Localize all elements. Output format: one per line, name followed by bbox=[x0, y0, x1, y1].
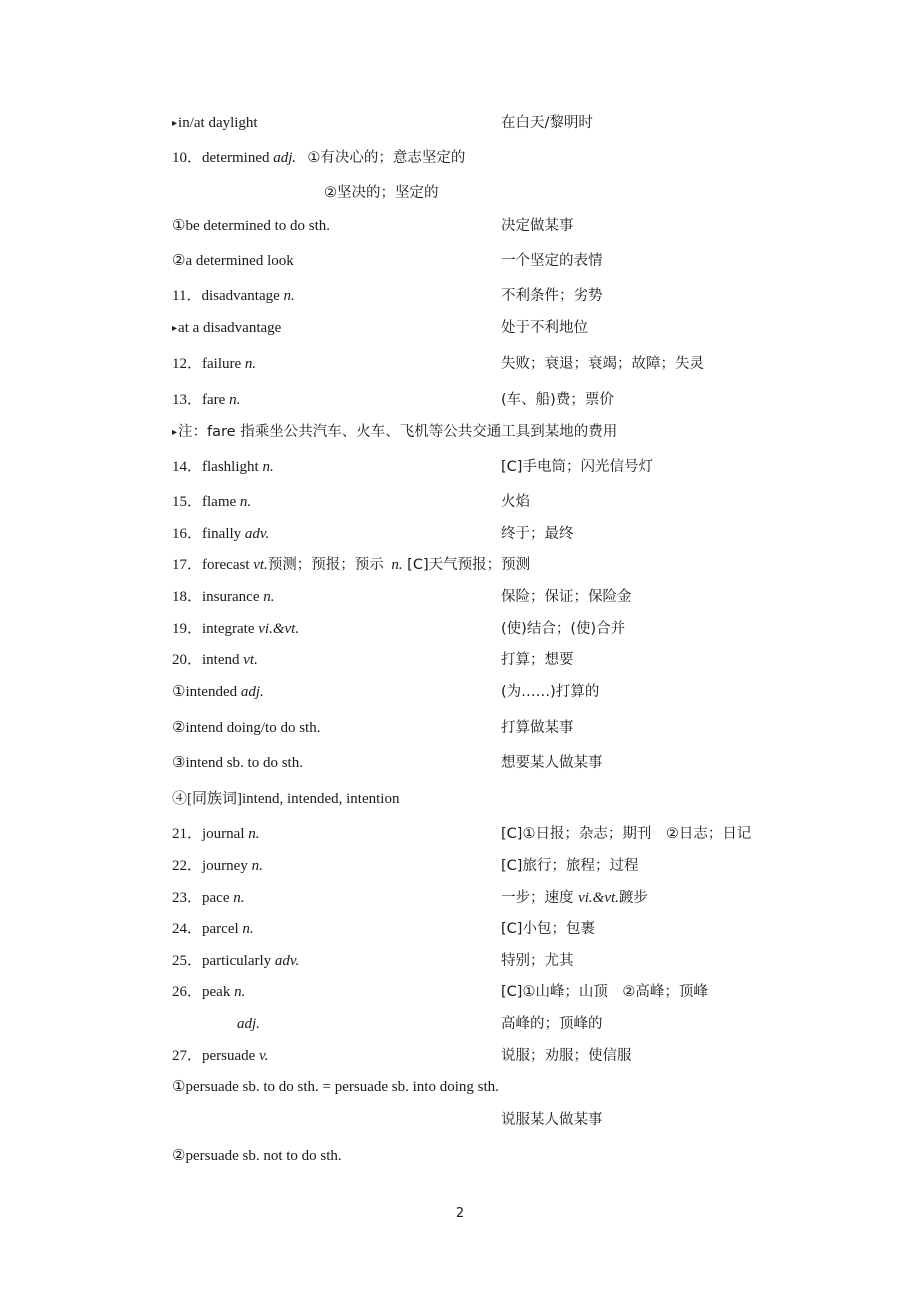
headword: failure bbox=[202, 356, 242, 372]
entry-number: 19． bbox=[172, 621, 203, 637]
entry-headword bbox=[172, 522, 269, 546]
list-item bbox=[172, 146, 812, 170]
triangle-bullet-icon: ▸ bbox=[172, 323, 178, 334]
phrase bbox=[172, 316, 281, 342]
translation: [C]①日报；杂志；期刊 ②日志；日记 bbox=[501, 826, 752, 842]
translation: (使)结合；(使)合并 bbox=[501, 621, 626, 637]
list-item bbox=[172, 822, 812, 846]
list-item bbox=[172, 854, 812, 878]
list-item bbox=[172, 284, 812, 308]
list-item bbox=[172, 886, 812, 910]
translation: [C]①山峰；山顶 ②高峰；顶峰 bbox=[501, 984, 708, 1000]
part-of-speech: n. bbox=[229, 392, 241, 408]
translation: [C]小包；包裹 bbox=[501, 921, 595, 937]
list-item bbox=[172, 648, 812, 672]
list-item bbox=[172, 680, 812, 704]
definition: 预测；预报；预示 bbox=[267, 557, 384, 573]
entry-number: 24． bbox=[172, 921, 203, 937]
word-family: ④[同族词]intend, intended, intention bbox=[172, 791, 400, 807]
headword: finally bbox=[202, 526, 242, 542]
phrase bbox=[172, 680, 264, 704]
list-item bbox=[172, 617, 812, 641]
list-item bbox=[172, 1012, 812, 1036]
definition: ①有决心的；意志坚定的 bbox=[307, 150, 466, 166]
entry-headword bbox=[172, 886, 245, 910]
entry-headword bbox=[172, 284, 295, 308]
phrase: ②persuade sb. not to do sth. bbox=[172, 1148, 342, 1164]
entry-headword bbox=[172, 146, 465, 170]
definition: ②坚决的；坚定的 bbox=[324, 185, 439, 201]
entry-headword bbox=[172, 648, 258, 672]
part-of-speech: vi.&vt. bbox=[258, 621, 300, 637]
translation: [C]旅行；旅程；过程 bbox=[501, 858, 639, 874]
part-of-speech: n. bbox=[239, 494, 252, 510]
part-of-speech: adv. bbox=[274, 953, 300, 969]
translation-text: 一步；速度 bbox=[501, 890, 574, 906]
phrase-text: at a disadvantage bbox=[178, 320, 282, 336]
entry-headword bbox=[172, 455, 274, 479]
headword: flame bbox=[202, 494, 237, 510]
headword: pace bbox=[202, 890, 230, 906]
headword: integrate bbox=[202, 621, 255, 637]
list-item bbox=[172, 522, 812, 546]
phrase: ②intend doing/to do sth. bbox=[172, 720, 321, 736]
definition: [C]天气预报；预测 bbox=[407, 557, 531, 573]
page-number: 2 bbox=[455, 1206, 465, 1221]
translation: 决定做某事 bbox=[501, 218, 574, 234]
headword: persuade bbox=[202, 1048, 256, 1064]
entry-number: 25． bbox=[172, 953, 203, 969]
phrase bbox=[172, 111, 258, 137]
entry-number: 27． bbox=[172, 1048, 203, 1064]
note-text: 注：fare 指乘坐公共汽车、火车、飞机等公共交通工具到某地的费用 bbox=[178, 424, 618, 440]
list-item bbox=[172, 249, 812, 273]
entry-number: 16． bbox=[172, 526, 203, 542]
entry-number: 21． bbox=[172, 826, 203, 842]
part-of-speech: vi.&vt. bbox=[578, 890, 619, 906]
entry-headword bbox=[172, 1044, 268, 1068]
part-of-speech: n. bbox=[242, 921, 254, 937]
list-item bbox=[172, 455, 812, 479]
translation: 火焰 bbox=[501, 494, 530, 510]
entry-number: 12． bbox=[172, 356, 203, 372]
list-item bbox=[172, 1044, 812, 1068]
translation: 终于；最终 bbox=[501, 526, 574, 542]
list-item bbox=[172, 490, 812, 514]
headword: peak bbox=[202, 984, 231, 1000]
part-of-speech: n. bbox=[233, 890, 245, 906]
part-of-speech: vt. bbox=[253, 557, 268, 573]
headword: forecast bbox=[202, 557, 250, 573]
headword: parcel bbox=[202, 921, 239, 937]
part-of-speech: n. bbox=[283, 288, 295, 304]
entry-number: 11． bbox=[172, 288, 202, 304]
list-item bbox=[172, 111, 812, 135]
translation: 想要某人做某事 bbox=[501, 755, 603, 771]
entry-headword bbox=[172, 980, 245, 1004]
entry-headword bbox=[172, 822, 260, 846]
triangle-bullet-icon: ▸ bbox=[172, 118, 178, 129]
list-item bbox=[172, 214, 812, 238]
list-item bbox=[172, 917, 812, 941]
translation-text: 踱步 bbox=[618, 890, 648, 906]
translation: 打算做某事 bbox=[501, 720, 574, 736]
entry-number: 13． bbox=[172, 392, 203, 408]
usage-note bbox=[172, 420, 617, 446]
part-of-speech: n. bbox=[248, 826, 260, 842]
triangle-bullet-icon: ▸ bbox=[172, 427, 178, 438]
part-of-speech: adv. bbox=[244, 526, 270, 542]
headword: journal bbox=[202, 826, 245, 842]
translation: (车、船)费；票价 bbox=[501, 392, 614, 408]
headword: fare bbox=[202, 392, 226, 408]
list-item bbox=[172, 787, 812, 811]
list-item bbox=[172, 980, 812, 1004]
headword: flashlight bbox=[202, 459, 259, 475]
part-of-speech: v. bbox=[259, 1048, 269, 1064]
entry-headword bbox=[172, 617, 299, 641]
list-item bbox=[172, 352, 812, 376]
entry-number: 15． bbox=[172, 494, 203, 510]
translation: 说服；劝服；使信服 bbox=[501, 1048, 632, 1064]
translation: [C]手电筒；闪光信号灯 bbox=[501, 459, 653, 475]
part-of-speech: vt. bbox=[243, 652, 258, 668]
entry-number: 23． bbox=[172, 890, 203, 906]
phrase: ③intend sb. to do sth. bbox=[172, 755, 303, 771]
entry-headword bbox=[172, 553, 530, 577]
entry-number: 22． bbox=[172, 858, 203, 874]
part-of-speech: n. bbox=[391, 557, 403, 573]
translation: 说服某人做某事 bbox=[501, 1112, 603, 1128]
translation: 失败；衰退；衰竭；故障；失灵 bbox=[501, 356, 704, 372]
entry-number: 20． bbox=[172, 652, 203, 668]
translation: 一个坚定的表情 bbox=[501, 253, 603, 269]
headword: journey bbox=[202, 858, 248, 874]
list-item bbox=[172, 949, 812, 973]
translation: 在白天/黎明时 bbox=[501, 115, 593, 131]
list-item bbox=[172, 388, 812, 412]
translation: (为……)打算的 bbox=[501, 684, 600, 700]
list-item bbox=[172, 585, 812, 609]
entry-number: 17． bbox=[172, 557, 203, 573]
list-item bbox=[172, 181, 812, 205]
headword: insurance bbox=[202, 589, 260, 605]
part-of-speech: n. bbox=[263, 589, 275, 605]
part-of-speech: n. bbox=[251, 858, 263, 874]
translation: 不利条件；劣势 bbox=[501, 288, 603, 304]
phrase-text: in/at daylight bbox=[178, 115, 258, 131]
list-item bbox=[172, 1144, 812, 1168]
list-item bbox=[172, 751, 812, 775]
phrase-text: ①intended bbox=[172, 684, 238, 700]
entry-headword bbox=[172, 917, 254, 941]
headword: intend bbox=[202, 652, 240, 668]
list-item bbox=[172, 716, 812, 740]
list-item bbox=[172, 1108, 812, 1132]
part-of-speech: n. bbox=[234, 984, 246, 1000]
entry-headword bbox=[172, 352, 256, 376]
entry-headword bbox=[172, 388, 240, 412]
list-item bbox=[172, 553, 812, 577]
phrase: ①persuade sb. to do sth. = persuade sb. into doing sth. bbox=[172, 1079, 499, 1095]
translation: 高峰的；顶峰的 bbox=[501, 1016, 603, 1032]
entry-headword bbox=[172, 490, 251, 514]
list-item bbox=[172, 1075, 812, 1099]
headword: determined bbox=[202, 150, 270, 166]
phrase: ②a determined look bbox=[172, 253, 294, 269]
part-of-speech: n. bbox=[262, 459, 274, 475]
entry-number: 10． bbox=[172, 150, 203, 166]
list-item bbox=[172, 316, 812, 340]
entry-headword bbox=[172, 949, 299, 973]
translation: 处于不利地位 bbox=[501, 320, 588, 336]
translation: 打算；想要 bbox=[501, 652, 574, 668]
list-item bbox=[172, 420, 812, 444]
part-of-speech: adj. bbox=[237, 1016, 260, 1032]
entry-headword bbox=[172, 854, 263, 878]
part-of-speech: adj. bbox=[273, 150, 297, 166]
headword: particularly bbox=[202, 953, 272, 969]
part-of-speech: adj. bbox=[240, 684, 264, 700]
entry-number: 26． bbox=[172, 984, 203, 1000]
part-of-speech: n. bbox=[244, 356, 257, 372]
translation bbox=[501, 886, 648, 910]
entry-number: 14． bbox=[172, 459, 203, 475]
phrase: ①be determined to do sth. bbox=[172, 218, 330, 234]
translation: 保险；保证；保险金 bbox=[501, 589, 632, 605]
entry-number: 18． bbox=[172, 589, 203, 605]
translation: 特别；尤其 bbox=[501, 953, 574, 969]
entry-headword bbox=[172, 585, 275, 609]
headword: disadvantage bbox=[201, 288, 280, 304]
